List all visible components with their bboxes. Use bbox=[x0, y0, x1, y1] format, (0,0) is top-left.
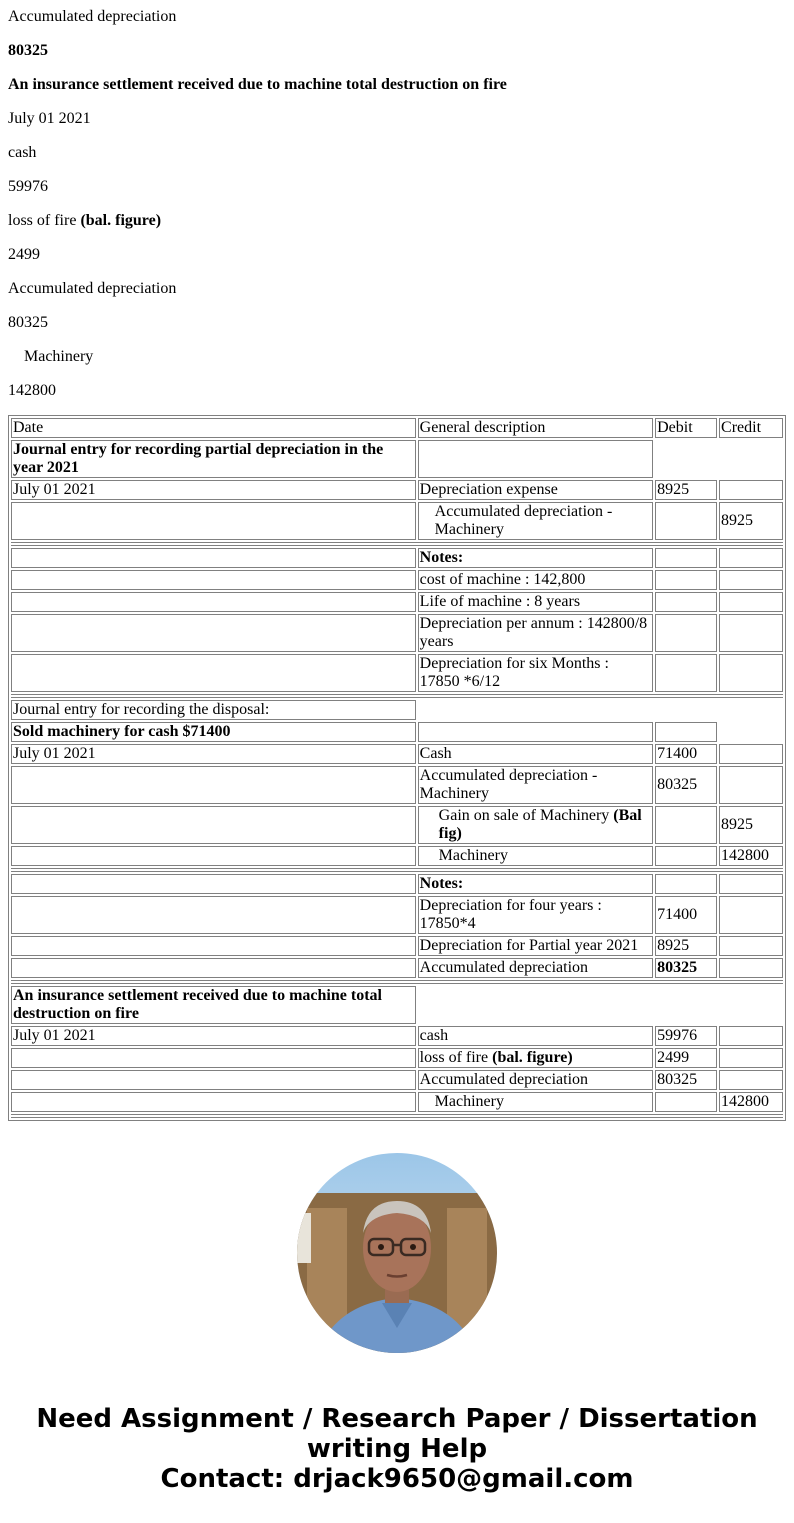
text-line: 2499 bbox=[8, 246, 40, 263]
table-row: Notes: bbox=[11, 548, 783, 568]
text-line: Accumulated depreciation bbox=[8, 280, 177, 297]
text-line: An insurance settlement received due to machine total destruction on fire bbox=[8, 76, 507, 93]
footer-promo bbox=[0, 1404, 794, 1494]
text-line: 142800 bbox=[8, 382, 56, 399]
portrait-illustration bbox=[297, 1153, 497, 1353]
section-title-row bbox=[11, 700, 783, 720]
section-subtitle-row: Sold machinery for cash $71400 bbox=[11, 722, 783, 742]
section-title: An insurance settlement received due to machine total destruction on fire bbox=[11, 986, 416, 1024]
table-row: Accumulated depreciation 80325 bbox=[11, 1070, 783, 1090]
table-header-row bbox=[11, 418, 783, 438]
journal-table bbox=[8, 415, 786, 1121]
table-row: Accumulated depreciation 80325 bbox=[11, 958, 783, 978]
table-row: cost of machine : 142,800 bbox=[11, 570, 783, 590]
table-row: Depreciation for six Months : 17850 *6/12 bbox=[11, 654, 783, 692]
table-row: July 01 2021 Cash 71400 bbox=[11, 744, 783, 764]
text-line: July 01 2021 bbox=[8, 110, 91, 127]
section-title: Journal entry for recording partial depreciation in the year 2021 bbox=[11, 440, 416, 478]
text-line: 59976 bbox=[8, 178, 48, 195]
table-row: Gain on sale of Machinery (Bal fig) 8925 bbox=[11, 806, 783, 844]
footer-line: Need Assignment / Research Paper / Dissertation bbox=[36, 1404, 758, 1434]
text-line: Accumulated depreciation bbox=[8, 8, 177, 25]
table-row: loss of fire (bal. figure) 2499 bbox=[11, 1048, 783, 1068]
footer-contact: Contact: drjack9650@gmail.com bbox=[160, 1464, 634, 1494]
text-line: 80325 bbox=[8, 314, 48, 331]
section-title-row bbox=[11, 440, 783, 478]
header-credit: Credit bbox=[719, 418, 783, 438]
table-row: Accumulated depreciation - Machinery 80325 bbox=[11, 766, 783, 804]
footer-line: writing Help bbox=[306, 1434, 488, 1464]
table-row: Accumulated depreciation - Machinery 8925 bbox=[11, 502, 783, 540]
section-title-row bbox=[11, 986, 783, 1024]
table-row: Machinery 142800 bbox=[11, 846, 783, 866]
text-line: cash bbox=[8, 144, 37, 161]
table-row: Depreciation per annum : 142800/8 years bbox=[11, 614, 783, 652]
section-title: Journal entry for recording the disposal: bbox=[11, 700, 416, 720]
table-row: July 01 2021 cash 59976 bbox=[11, 1026, 783, 1046]
author-photo bbox=[297, 1153, 497, 1353]
table-row: July 01 2021 Depreciation expense 8925 bbox=[11, 480, 783, 500]
table-row: Notes: bbox=[11, 874, 783, 894]
header-date: Date bbox=[11, 418, 416, 438]
text-line: 80325 bbox=[8, 42, 48, 59]
table-row: Life of machine : 8 years bbox=[11, 592, 783, 612]
preview-lines bbox=[8, 0, 786, 408]
text-line: loss of fire (bal. figure) bbox=[8, 212, 162, 229]
header-description: General description bbox=[418, 418, 653, 438]
table-row: Depreciation for four years : 17850*4 71400 bbox=[11, 896, 783, 934]
table-row: Depreciation for Partial year 2021 8925 bbox=[11, 936, 783, 956]
header-debit: Debit bbox=[655, 418, 717, 438]
text-line: Machinery bbox=[24, 348, 94, 365]
table-row: Machinery 142800 bbox=[11, 1092, 783, 1112]
